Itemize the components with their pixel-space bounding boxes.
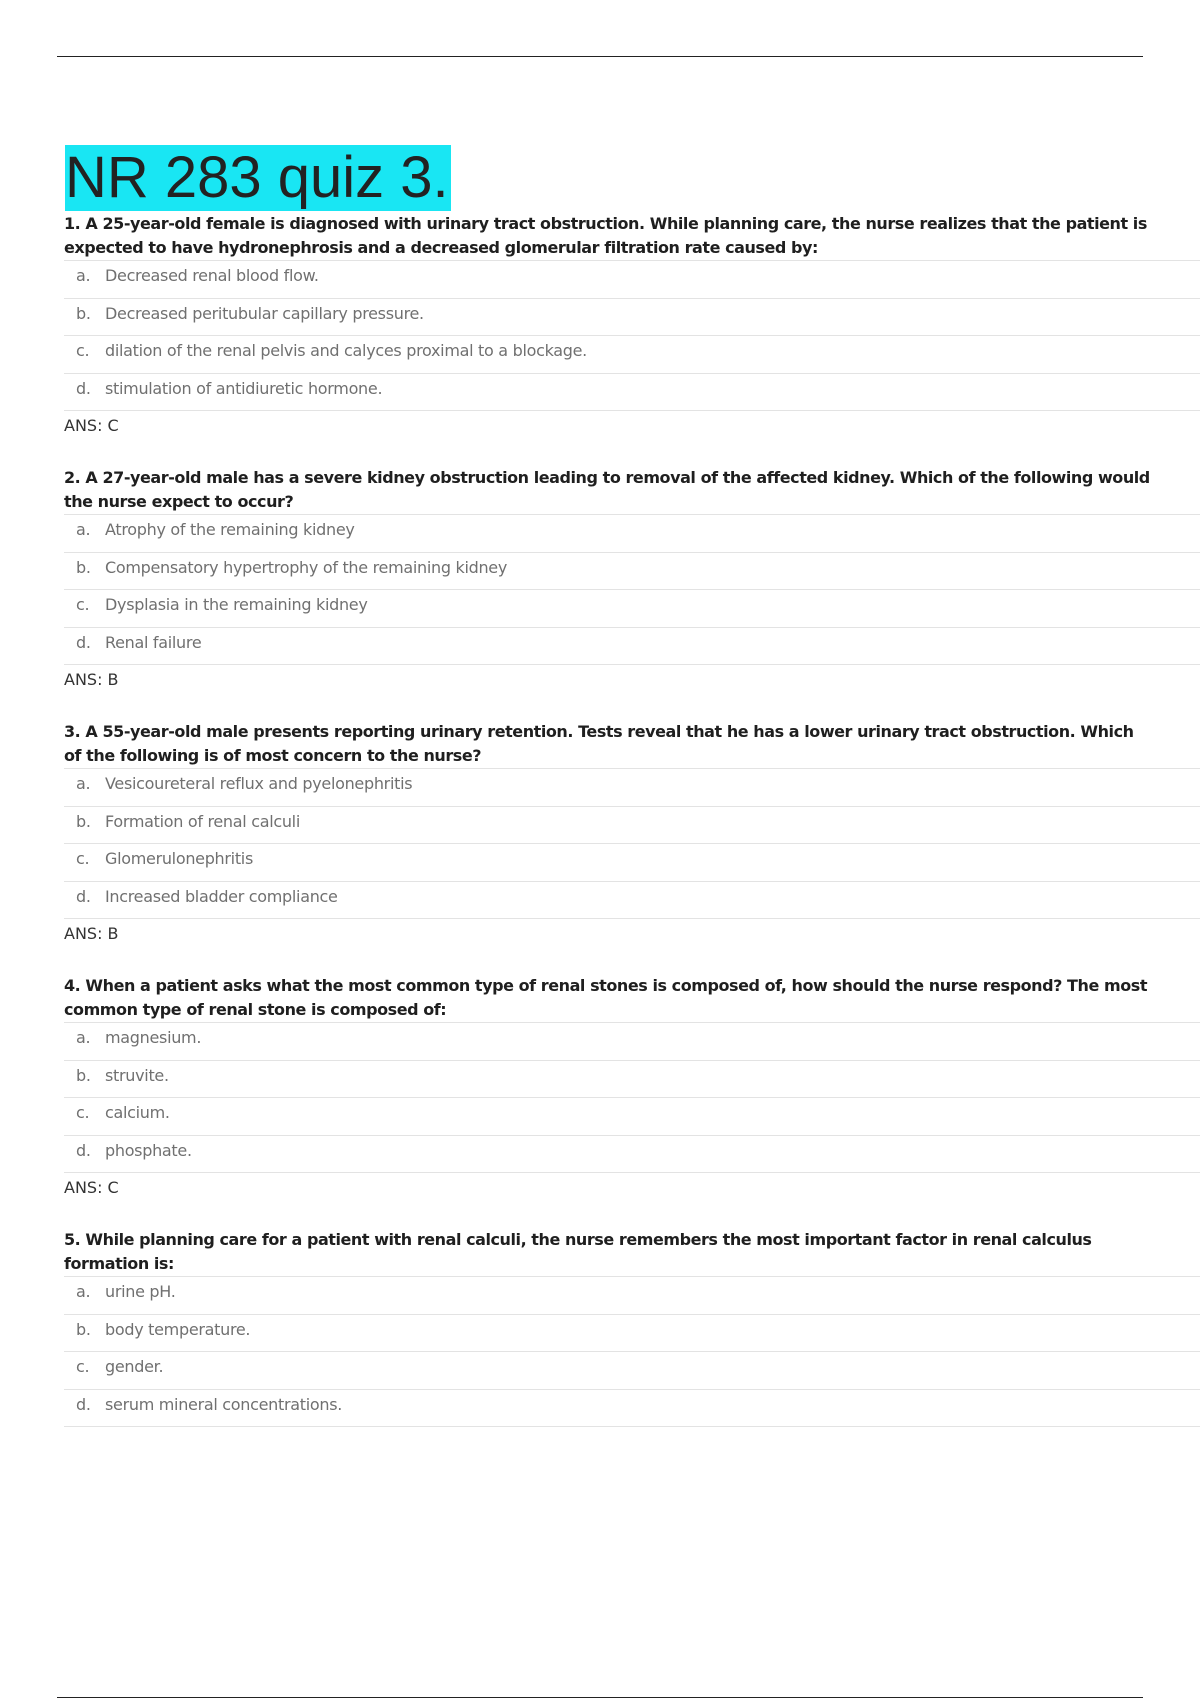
- option-text: Glomerulonephritis: [105, 849, 253, 868]
- option-c[interactable]: [64, 589, 1200, 627]
- option-text: calcium.: [105, 1103, 170, 1122]
- question-stem: 4. When a patient asks what the most common type of renal stones is composed of, how should the nurse respond? The most common type of renal stone is composed of:: [64, 976, 1148, 1019]
- option-text: urine pH.: [105, 1282, 176, 1301]
- option-letter: a.: [76, 520, 91, 539]
- option-text: Decreased renal blood flow.: [105, 266, 319, 285]
- option-list: [64, 1276, 1200, 1426]
- option-letter: c.: [76, 595, 90, 614]
- page-title: NR 283 quiz 3.: [65, 145, 449, 210]
- option-list: [64, 768, 1200, 918]
- bottom-rule: [57, 1697, 1143, 1698]
- option-text: body temperature.: [105, 1319, 251, 1339]
- option-d[interactable]: [64, 1135, 1200, 1173]
- option-a[interactable]: [64, 514, 1200, 552]
- option-a[interactable]: [64, 1022, 1200, 1060]
- option-c[interactable]: [64, 843, 1200, 881]
- spacer: [64, 440, 1200, 466]
- question-3: [64, 720, 1200, 974]
- option-text: Renal failure: [105, 632, 202, 652]
- question-5: [64, 1228, 1200, 1427]
- option-letter: a.: [76, 266, 91, 285]
- answer-key: ANS: B: [64, 924, 119, 943]
- option-text: magnesium.: [105, 1028, 202, 1047]
- option-letter: a.: [76, 774, 91, 793]
- option-text: phosphate.: [105, 1140, 192, 1160]
- answer-key: ANS: B: [64, 670, 119, 689]
- option-c[interactable]: [64, 335, 1200, 373]
- question-4: [64, 974, 1200, 1228]
- option-letter: b.: [76, 557, 91, 577]
- option-letter: c.: [76, 1103, 90, 1122]
- option-b[interactable]: [64, 298, 1200, 336]
- question-stem: 5. While planning care for a patient with renal calculi, the nurse remembers the most important factor in renal calculus formation is:: [64, 1230, 1092, 1273]
- option-letter: d.: [76, 1140, 91, 1160]
- option-letter: c.: [76, 1357, 90, 1376]
- option-text: Atrophy of the remaining kidney: [105, 520, 355, 539]
- option-c[interactable]: [64, 1097, 1200, 1135]
- option-list: [64, 260, 1200, 410]
- answer-key: ANS: C: [64, 1178, 119, 1197]
- option-letter: d.: [76, 886, 91, 906]
- option-d[interactable]: [64, 1389, 1200, 1427]
- spacer: [64, 1202, 1200, 1228]
- option-d[interactable]: [64, 881, 1200, 919]
- option-b[interactable]: [64, 806, 1200, 844]
- option-c[interactable]: [64, 1351, 1200, 1389]
- option-letter: b.: [76, 1319, 91, 1339]
- option-text: serum mineral concentrations.: [105, 1394, 343, 1414]
- option-b[interactable]: [64, 1314, 1200, 1352]
- divider: [64, 1426, 1200, 1427]
- spacer: [64, 694, 1200, 720]
- quiz-content: [64, 212, 1200, 1427]
- option-letter: d.: [76, 1394, 91, 1414]
- option-text: Compensatory hypertrophy of the remaining kidney: [105, 557, 507, 577]
- option-a[interactable]: [64, 260, 1200, 298]
- answer-key: ANS: C: [64, 416, 119, 435]
- divider: [64, 410, 1200, 411]
- question-stem: 1. A 25-year-old female is diagnosed with urinary tract obstruction. While planning care, the nurse realizes that the patient is expected to have hydronephrosis and a decreased glomerular filtration rate caused by:: [64, 214, 1147, 257]
- option-letter: b.: [76, 1065, 91, 1085]
- top-rule: [57, 56, 1143, 57]
- option-b[interactable]: [64, 552, 1200, 590]
- divider: [64, 1172, 1200, 1173]
- option-letter: d.: [76, 378, 91, 398]
- option-b[interactable]: [64, 1060, 1200, 1098]
- option-text: Increased bladder compliance: [105, 886, 338, 906]
- option-letter: a.: [76, 1028, 91, 1047]
- option-text: Decreased peritubular capillary pressure.: [105, 303, 424, 323]
- option-letter: b.: [76, 303, 91, 323]
- option-d[interactable]: [64, 373, 1200, 411]
- option-text: gender.: [105, 1357, 164, 1376]
- option-a[interactable]: [64, 768, 1200, 806]
- question-stem: 3. A 55-year-old male presents reporting urinary retention. Tests reveal that he has a lower urinary tract obstruction. Which of the following is of most concern to the nurse?: [64, 722, 1134, 765]
- option-list: [64, 1022, 1200, 1172]
- option-letter: c.: [76, 341, 90, 360]
- option-text: dilation of the renal pelvis and calyces proximal to a blockage.: [105, 341, 587, 360]
- option-letter: a.: [76, 1282, 91, 1301]
- divider: [64, 664, 1200, 665]
- question-2: [64, 466, 1200, 720]
- question-stem: 2. A 27-year-old male has a severe kidney obstruction leading to removal of the affected kidney. Which of the following would the nurse expect to occur?: [64, 468, 1150, 511]
- option-letter: d.: [76, 632, 91, 652]
- option-letter: b.: [76, 811, 91, 831]
- option-text: Formation of renal calculi: [105, 811, 300, 831]
- question-1: [64, 212, 1200, 466]
- option-text: Dysplasia in the remaining kidney: [105, 595, 368, 614]
- spacer: [64, 948, 1200, 974]
- divider: [64, 918, 1200, 919]
- option-a[interactable]: [64, 1276, 1200, 1314]
- option-text: Vesicoureteral reflux and pyelonephritis: [105, 774, 413, 793]
- option-letter: c.: [76, 849, 90, 868]
- option-d[interactable]: [64, 627, 1200, 665]
- option-list: [64, 514, 1200, 664]
- option-text: struvite.: [105, 1065, 169, 1085]
- option-text: stimulation of antidiuretic hormone.: [105, 378, 383, 398]
